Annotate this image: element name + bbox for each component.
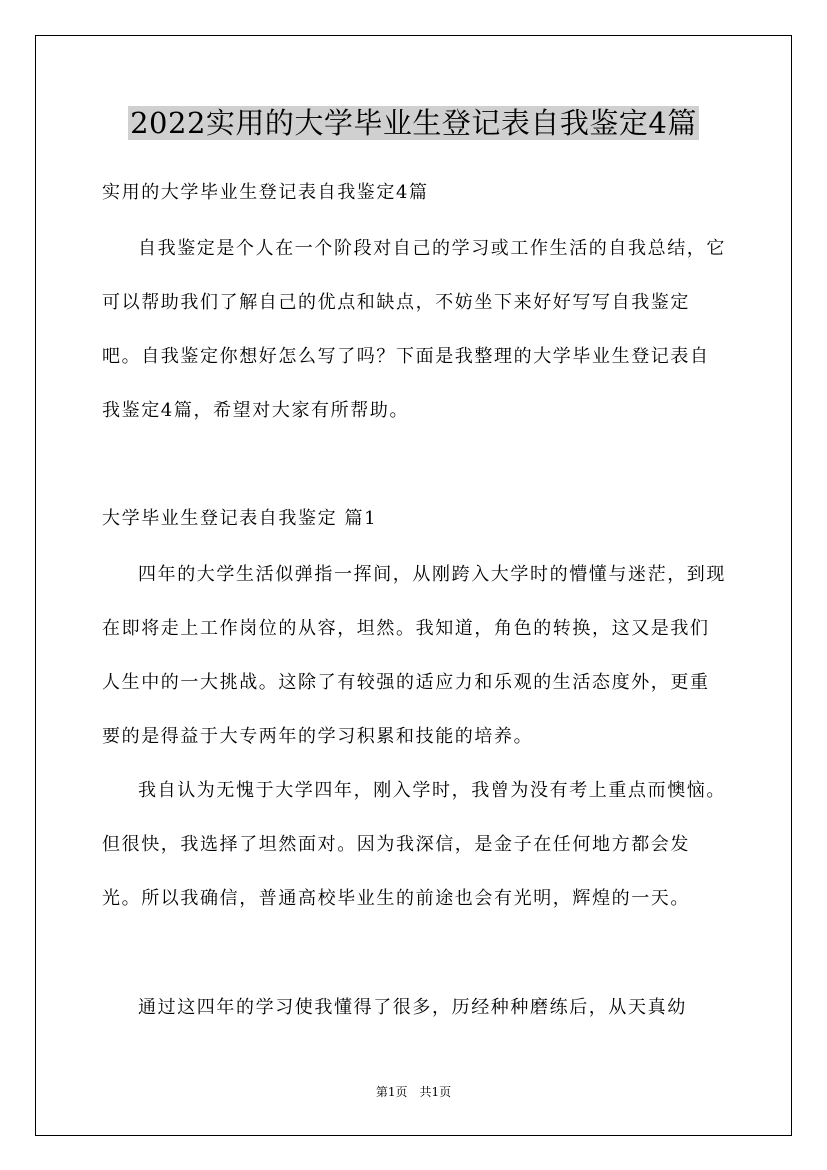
document-subtitle: 实用的大学毕业生登记表自我鉴定4篇 xyxy=(102,182,429,203)
page-total: 共1页 xyxy=(419,1085,452,1099)
body-paragraph-2: 我自认为无愧于大学四年，刚入学时，我曾为没有考上重点而懊恼。但很快，我选择了坦然面对。因为我深信，是金子在任何地方都会发光。所以我确信，普通高校毕业生的前途也会有光明，辉煌的一天。 xyxy=(102,780,726,909)
section-heading: 大学毕业生登记表自我鉴定 篇1 xyxy=(102,508,378,529)
document-title xyxy=(0,104,827,142)
page-number: 第1页 xyxy=(375,1085,408,1099)
intro-paragraph: 自我鉴定是个人在一个阶段对自己的学习或工作生活的自我总结，它可以帮助我们了解自己的优点和缺点，不妨坐下来好好写写自我鉴定吧。自我鉴定你想好怎么写了吗？下面是我整理的大学毕业生登记表自我鉴定4篇，希望对大家有所帮助。 xyxy=(102,238,726,421)
document-title-text: 2022实用的大学毕业生登记表自我鉴定4篇 xyxy=(130,106,697,140)
body-paragraph-1: 四年的大学生活似弹指一挥间，从刚跨入大学时的懵懂与迷茫，到现在即将走上工作岗位的从容，坦然。我知道，角色的转换，这又是我们人生中的一大挑战。这除了有较强的适应力和乐观的生活态度外，更重要的是得益于大专两年的学习积累和技能的培养。 xyxy=(102,564,726,747)
body-paragraph-3: 通过这四年的学习使我懂得了很多，历经种种磨练后，从天真幼 xyxy=(138,997,687,1018)
page-footer xyxy=(0,1084,827,1100)
